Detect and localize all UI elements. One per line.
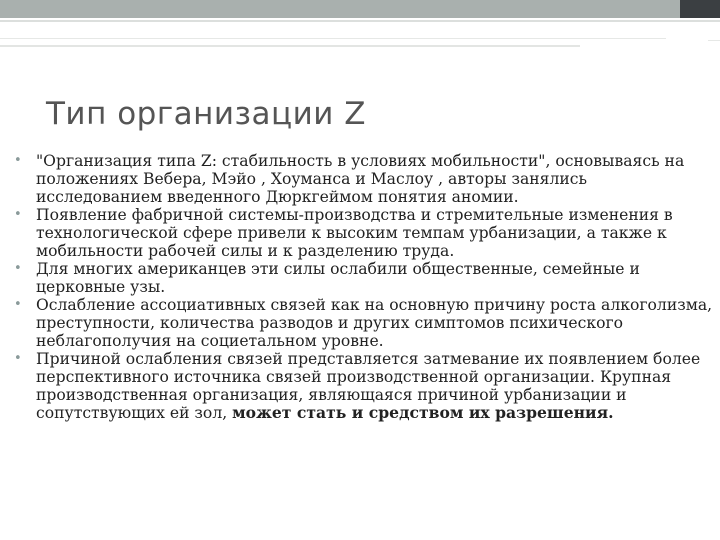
bullet-item <box>12 152 716 206</box>
divider-line <box>0 20 720 22</box>
bullet-text-bold: может стать и средством их разрешения <box>232 403 609 422</box>
bullet-text-end: . <box>608 403 614 422</box>
bullet-text: Причиной ослабления связей представляется затмевание их появлением более перспективного источника связей производственной организации. Крупная производственная организация, являющаяся причиной урбанизации и сопутствующих ей зол, <box>36 350 701 422</box>
bullet-list <box>12 152 716 422</box>
divider-line <box>0 45 580 47</box>
bullet-icon: • <box>14 207 22 222</box>
bullet-icon: • <box>14 153 22 168</box>
divider-line <box>708 40 720 41</box>
bullet-item <box>12 206 716 260</box>
bullet-item <box>12 260 716 296</box>
bullet-icon: • <box>14 261 22 276</box>
top-bar <box>0 0 680 18</box>
bullet-icon: • <box>14 351 22 366</box>
bullet-text: Для многих американцев эти силы ослабили общественные, семейные и церковные узы. <box>36 260 640 296</box>
bullet-text: Ослабление ассоциативных связей как на основную причину роста алкоголизма, преступности, количества разводов и других симптомов психического неблагополучия на социетальном уровне. <box>36 296 713 350</box>
divider-line <box>0 38 666 39</box>
slide-title: Тип организации Z <box>46 96 367 132</box>
bullet-icon: • <box>14 297 22 312</box>
bullet-item <box>12 350 716 422</box>
bullet-text: Появление фабричной системы-производства и стремительные изменения в технологической сфере привели к высоким темпам урбанизации, а также к мобильности рабочей силы и к разделению труда. <box>36 206 673 260</box>
bullet-text: "Организация типа Z: стабильность в условиях мобильности", основываясь на положениях Вебера, Мэйо , Хоуманса и Маслоу , авторы занялись исследованием введенного Дюркгеймом понятия аномии. <box>36 152 685 206</box>
top-bar-accent <box>680 0 720 18</box>
bullet-item <box>12 296 716 350</box>
